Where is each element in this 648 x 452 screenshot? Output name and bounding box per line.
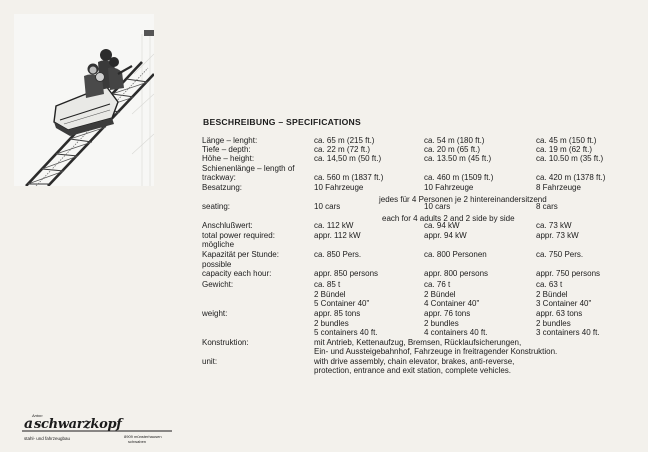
- spec-value-small: 2 Bündel: [536, 290, 568, 299]
- spec-label: trackway:: [202, 173, 236, 182]
- spec-label: Höhe – height:: [202, 154, 255, 163]
- spec-value-small: 3 Container 40": [536, 299, 592, 308]
- spec-label: Anschlußwert:: [202, 221, 253, 230]
- spec-label: Tiefe – depth:: [202, 145, 251, 154]
- spec-value-large: with drive assembly, chain elevator, brakes, anti-reverse,: [314, 357, 515, 366]
- logo-prefix-small: Anton: [32, 413, 43, 418]
- spec-value-large: ca. 112 kW: [314, 221, 354, 230]
- logo-name: schwarzkopf: [34, 417, 122, 432]
- spec-value-large: ca. 14,50 m (50 ft.): [314, 154, 382, 163]
- spec-value-large: 2 bundles: [314, 319, 349, 328]
- spec-label: mögliche: [202, 240, 235, 249]
- spec-value-large: 5 containers 40 ft.: [314, 328, 378, 337]
- spec-value-medium: ca. 76 t: [424, 280, 451, 289]
- spec-value-medium: 10 Fahrzeuge: [424, 183, 474, 192]
- spec-label: Länge – lenght:: [202, 136, 258, 145]
- spec-value-small: 8 cars: [536, 202, 558, 211]
- spec-value-large: ca. 22 m (72 ft.): [314, 145, 371, 154]
- logo-prefix: a: [24, 416, 34, 432]
- spec-value-small: ca. 10.50 m (35 ft.): [536, 154, 604, 163]
- spec-value-medium: ca. 20 m (65 ft.): [424, 145, 481, 154]
- logo-tagline: stahl- und fahrzeugbau: [24, 436, 71, 441]
- logo-region: schwaben: [128, 439, 147, 444]
- specifications-heading: BESCHREIBUNG – SPECIFICATIONS: [203, 117, 361, 127]
- spec-label: Konstruktion:: [202, 338, 249, 347]
- spec-label: unit:: [202, 357, 218, 366]
- spec-value-medium: 4 containers 40 ft.: [424, 328, 488, 337]
- schwarzkopf-logo: [22, 413, 182, 449]
- spec-label: Besatzung:: [202, 183, 243, 192]
- spec-value-small: 2 bundles: [536, 319, 571, 328]
- spec-value-small: ca. 420 m (1378 ft.): [536, 173, 606, 182]
- spec-value-medium: 2 bundles: [424, 319, 459, 328]
- spec-value-medium: ca. 13.50 m (45 ft.): [424, 154, 492, 163]
- spec-value-small: ca. 63 t: [536, 280, 563, 289]
- spec-value-large: Ein- und Aussteigebahnhof, Fahrzeuge in freitragender Konstruktion.: [314, 347, 558, 356]
- spec-value-large: appr. 85 tons: [314, 309, 361, 318]
- spec-label: seating:: [202, 202, 231, 211]
- spec-value-small: appr. 73 kW: [536, 231, 579, 240]
- spec-value-small: 3 containers 40 ft.: [536, 328, 600, 337]
- spec-value-large: ca. 560 m (1837 ft.): [314, 173, 384, 182]
- seating-note-de: jedes für 4 Personen je 2 hintereinandersitzend: [379, 195, 547, 204]
- spec-value-small: appr. 63 tons: [536, 309, 583, 318]
- spec-label: capacity each hour:: [202, 269, 272, 278]
- spec-value-large: appr. 850 persons: [314, 269, 379, 278]
- spec-value-large: 5 Container 40": [314, 299, 370, 308]
- spec-value-small: ca. 45 m (150 ft.): [536, 136, 597, 145]
- spec-label: total power required:: [202, 231, 275, 240]
- spec-value-large: protection, entrance and exit station, complete vehicles.: [314, 366, 511, 375]
- spec-label: weight:: [202, 309, 228, 318]
- roller-coaster-photo: [14, 14, 154, 186]
- spec-value-medium: ca. 460 m (1509 ft.): [424, 173, 494, 182]
- spec-value-small: appr. 750 persons: [536, 269, 601, 278]
- spec-value-small: 8 Fahrzeuge: [536, 183, 581, 192]
- spec-value-small: ca. 19 m (62 ft.): [536, 145, 593, 154]
- spec-value-medium: 2 Bündel: [424, 290, 456, 299]
- spec-value-medium: appr. 800 persons: [424, 269, 489, 278]
- spec-value-medium: ca. 54 m (180 ft.): [424, 136, 485, 145]
- spec-label: Gewicht:: [202, 280, 234, 289]
- spec-value-medium: appr. 94 kW: [424, 231, 467, 240]
- spec-value-large: mit Antrieb, Kettenaufzug, Bremsen, Rücklaufsicherungen,: [314, 338, 522, 347]
- spec-value-large: 2 Bündel: [314, 290, 346, 299]
- spec-label: possible: [202, 260, 232, 269]
- spec-value-medium: 4 Container 40": [424, 299, 480, 308]
- spec-value-large: 10 cars: [314, 202, 341, 211]
- spec-value-large: ca. 85 t: [314, 280, 341, 289]
- spec-value-small: ca. 73 kW: [536, 221, 572, 230]
- seating-note-en: each for 4 adults 2 and 2 side by side: [382, 214, 515, 223]
- spec-label: Kapazität per Stunde:: [202, 250, 279, 259]
- spec-value-large: ca. 65 m (215 ft.): [314, 136, 375, 145]
- spec-value-large: appr. 112 kW: [314, 231, 361, 240]
- spec-value-large: 10 Fahrzeuge: [314, 183, 364, 192]
- logo-address: 8909 münsterhausen: [124, 434, 162, 439]
- spec-value-medium: appr. 76 tons: [424, 309, 471, 318]
- spec-value-medium: ca. 800 Personen: [424, 250, 487, 259]
- spec-value-large: ca. 850 Pers.: [314, 250, 362, 259]
- spec-label: Schienenlänge – length of: [202, 164, 295, 173]
- spec-value-medium: ca. 94 kW: [424, 221, 460, 230]
- spec-value-medium: 10 cars: [424, 202, 451, 211]
- spec-value-small: ca. 750 Pers.: [536, 250, 584, 259]
